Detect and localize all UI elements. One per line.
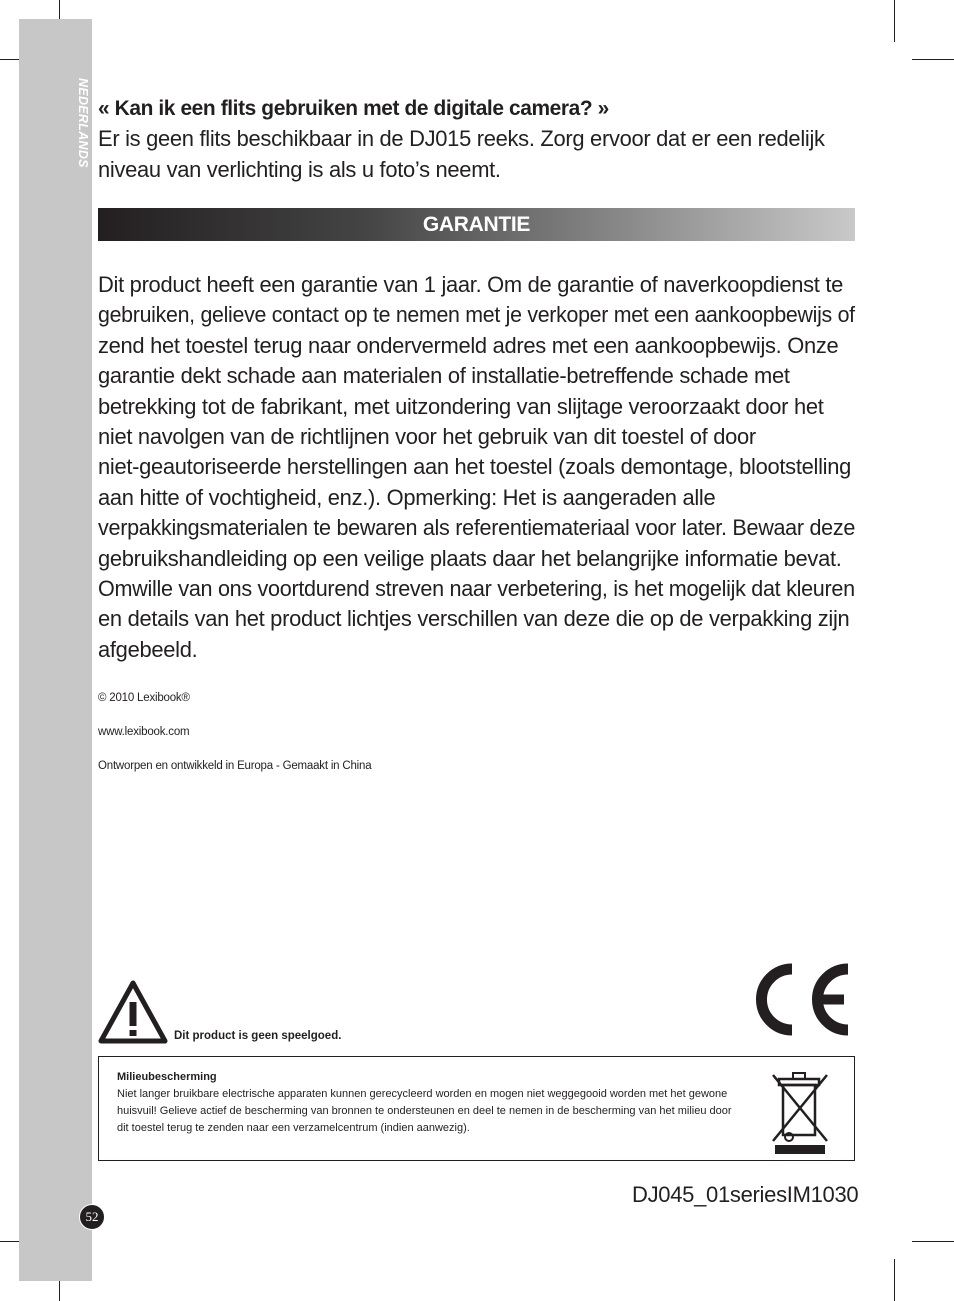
- origin-text: Ontworpen en ontwikkeld in Europa - Gemaakt in China: [98, 760, 372, 772]
- environment-line: dit toestel terug te zenden naar een verzamelcentrum (indien aanwezig).: [117, 1122, 470, 1134]
- paragraph-line: garantie dekt schade aan materialen of installatie-betreffende schade met: [98, 363, 790, 389]
- model-code: DJ045_01seriesIM1030: [632, 1182, 859, 1207]
- crop-mark: [912, 1241, 954, 1242]
- page-number: 52: [79, 1204, 105, 1230]
- paragraph-line: betrekking tot de fabrikant, met uitzondering van slijtage veroorzaakt door het: [98, 393, 824, 419]
- paragraph-line: aan hitte of vochtigheid, enz.). Opmerking: Het is aangeraden alle: [98, 484, 716, 510]
- environment-title: Milieubescherming: [117, 1071, 217, 1083]
- paragraph-line: en details van het product lichtjes verschillen van deze die op de verpakking zijn: [98, 606, 850, 632]
- crossed-out-bin-icon: [769, 1067, 831, 1155]
- faq-answer-line: Er is geen flits beschikbaar in de DJ015 reeks. Zorg ervoor dat er een redelijk: [98, 126, 825, 151]
- environment-notice: [98, 1056, 855, 1161]
- crop-mark: [894, 0, 895, 42]
- section-header-bar: [98, 208, 855, 241]
- paragraph-line: gebruikshandleiding op een veilige plaats daar het belangrijke informatie bevat.: [98, 545, 842, 571]
- warranty-paragraph: [98, 270, 858, 665]
- warning-text: Dit product is geen speelgoed.: [174, 1030, 342, 1042]
- paragraph-line: niet-geautoriseerde herstellingen aan het toestel (zoals demontage, blootstelling: [98, 454, 852, 480]
- copyright-text: © 2010 Lexibook®: [98, 692, 190, 704]
- section-title: GARANTIE: [422, 213, 531, 236]
- crop-mark: [894, 1259, 895, 1301]
- crop-mark: [912, 59, 954, 60]
- faq-answer: [98, 124, 858, 185]
- paragraph-line: afgebeeld.: [98, 636, 198, 662]
- paragraph-line: gebruiken, gelieve contact op te nemen met je verkoper met een aankoopbewijs of: [98, 302, 855, 328]
- paragraph-line: zend het toestel terug naar ondervermeld adres met een aankoopbewijs. Onze: [98, 332, 839, 358]
- website-link[interactable]: www.lexibook.com: [98, 726, 190, 738]
- paragraph-line: niet navolgen van de richtlijnen voor het gebruik van dit toestel of door: [98, 424, 756, 450]
- language-sidebar: [19, 19, 92, 1281]
- paragraph-line: verpakkingsmaterialen te bewaren als referentiemateriaal voor later. Bewaar deze: [98, 515, 856, 541]
- faq-answer-line: niveau van verlichting is als u foto’s neemt.: [98, 156, 501, 182]
- ce-mark-icon: [748, 963, 852, 1036]
- environment-line: huisvuil! Gelieve actief de bescherming van bronnen te ondersteunen en deel te nemen in de bescherming van het milieu door: [117, 1105, 732, 1117]
- warning-triangle-icon: [98, 980, 168, 1044]
- language-label: NEDERLANDS: [76, 78, 90, 168]
- paragraph-line: Omwille van ons voortdurend streven naar verbetering, is het mogelijk dat kleuren: [98, 576, 855, 602]
- paragraph-line: Dit product heeft een garantie van 1 jaar. Om de garantie of naverkoopdienst te: [98, 272, 844, 297]
- environment-text: [117, 1086, 757, 1137]
- environment-line: Niet langer bruikbare electrische apparaten kunnen gerecycleerd worden en mogen niet weggegooid worden met het gewone: [117, 1088, 728, 1100]
- faq-question: « Kan ik een flits gebruiken met de digitale camera? »: [98, 97, 609, 120]
